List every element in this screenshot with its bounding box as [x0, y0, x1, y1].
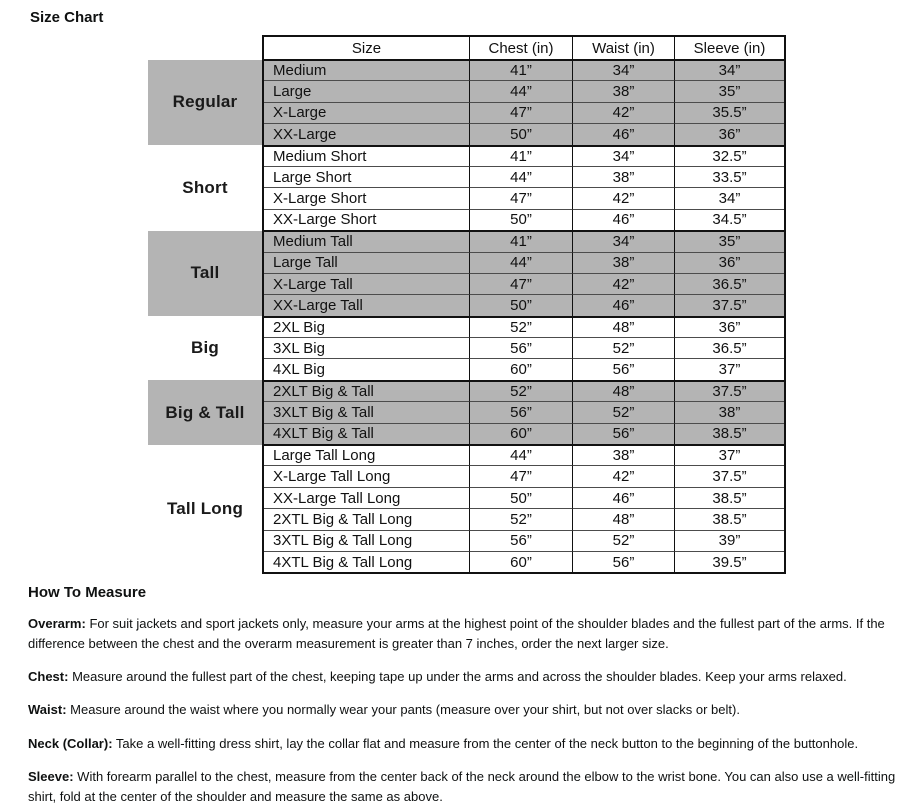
sleeve-cell: 38.5” — [674, 487, 784, 508]
sleeve-cell: 37.5” — [674, 380, 784, 401]
measure-term: Sleeve: — [28, 768, 74, 784]
measure-term: Waist: — [28, 702, 67, 718]
waist-cell: 46” — [572, 487, 674, 508]
waist-cell: 48” — [572, 380, 674, 401]
sleeve-cell: 38.5” — [674, 423, 784, 444]
size-cell: X-Large — [264, 102, 469, 123]
size-cell: 3XTL Big & Tall Long — [264, 530, 469, 551]
sleeve-cell: 39” — [674, 530, 784, 551]
chest-cell: 44” — [469, 444, 572, 465]
waist-cell: 56” — [572, 423, 674, 444]
sleeve-cell: 38” — [674, 401, 784, 422]
sleeve-cell: 38.5” — [674, 508, 784, 529]
waist-cell: 46” — [572, 294, 674, 315]
sleeve-cell: 37.5” — [674, 294, 784, 315]
measure-text: Measure around the fullest part of the chest, keeping tape up under the arms and across the shoulder blades. Keep your arms relaxed. — [72, 669, 847, 685]
measure-text: Take a well-fitting dress shirt, lay the collar flat and measure from the center of the neck button to the beginning of the buttonhole. — [115, 735, 859, 751]
chest-cell: 47” — [469, 102, 572, 123]
sleeve-cell: 37.5” — [674, 465, 784, 486]
chest-cell: 41” — [469, 230, 572, 251]
size-cell: XX-Large Tall Long — [264, 487, 469, 508]
how-to-measure-heading: How To Measure — [28, 584, 147, 601]
chest-cell: 56” — [469, 401, 572, 422]
sleeve-cell: 37” — [674, 358, 784, 379]
chest-cell: 50” — [469, 123, 572, 144]
waist-cell: 42” — [572, 465, 674, 486]
chest-cell: 60” — [469, 358, 572, 379]
size-cell: Large Tall Long — [264, 444, 469, 465]
measure-paragraph — [28, 767, 896, 805]
measure-paragraph — [28, 734, 896, 754]
size-cell: 2XLT Big & Tall — [264, 380, 469, 401]
chest-cell: 41” — [469, 145, 572, 166]
waist-cell: 46” — [572, 209, 674, 230]
sleeve-cell: 36” — [674, 252, 784, 273]
how-to-measure-section — [28, 584, 896, 805]
labels-header-spacer — [148, 35, 262, 60]
sleeve-cell: 36” — [674, 316, 784, 337]
size-cell: 3XLT Big & Tall — [264, 401, 469, 422]
size-cell: X-Large Short — [264, 187, 469, 208]
measure-text: With forearm parallel to the chest, measure from the center back of the neck around the elbow to the wrist bone. You can also use a well-fitting shirt, fold at the center of the shoulder and measure the same as above. — [28, 768, 896, 804]
waist-cell: 38” — [572, 80, 674, 101]
size-cell: X-Large Tall — [264, 273, 469, 294]
chest-cell: 44” — [469, 166, 572, 187]
sleeve-cell: 34.5” — [674, 209, 784, 230]
section-label-big: Big — [191, 338, 219, 358]
sleeve-cell: 35” — [674, 80, 784, 101]
measure-paragraph — [28, 700, 896, 720]
sleeve-cell: 35” — [674, 230, 784, 251]
chest-cell: 60” — [469, 423, 572, 444]
section-label-regular: Regular — [148, 60, 262, 146]
size-chart — [148, 35, 786, 574]
size-cell: Large Short — [264, 166, 469, 187]
sleeve-cell: 39.5” — [674, 551, 784, 572]
sleeve-cell: 37” — [674, 444, 784, 465]
size-cell: 2XL Big — [264, 316, 469, 337]
waist-cell: 52” — [572, 337, 674, 358]
chest-cell: 41” — [469, 59, 572, 80]
chest-cell: 50” — [469, 209, 572, 230]
column-header: Size — [351, 39, 382, 57]
waist-cell: 34” — [572, 230, 674, 251]
size-cell: 4XLT Big & Tall — [264, 423, 469, 444]
waist-cell: 42” — [572, 273, 674, 294]
waist-cell: 46” — [572, 123, 674, 144]
sleeve-cell: 32.5” — [674, 145, 784, 166]
size-cell: Medium Short — [264, 145, 469, 166]
waist-cell: 52” — [572, 401, 674, 422]
waist-cell: 56” — [572, 551, 674, 572]
measure-text: For suit jackets and sport jackets only, measure your arms at the highest point of the shoulder blades and the fullest part of the arms. If the difference between the chest and the overarm measurement is greater than 7 inches, order the next larger size. — [28, 616, 885, 652]
size-cell: X-Large Tall Long — [264, 465, 469, 486]
size-cell: Large — [264, 80, 469, 101]
size-cell: XX-Large Short — [264, 209, 469, 230]
waist-cell: 38” — [572, 444, 674, 465]
chest-cell: 56” — [469, 530, 572, 551]
chest-cell: 47” — [469, 273, 572, 294]
column-header: Sleeve (in) — [674, 37, 784, 59]
waist-cell: 38” — [572, 166, 674, 187]
page-title: Size Chart — [30, 9, 104, 26]
chest-cell: 47” — [469, 465, 572, 486]
section-label-short: Short — [182, 177, 228, 197]
waist-cell: 52” — [572, 530, 674, 551]
sleeve-cell: 34” — [674, 187, 784, 208]
how-to-measure-paragraphs — [28, 614, 896, 805]
chest-cell: 52” — [469, 508, 572, 529]
waist-cell: 42” — [572, 187, 674, 208]
measure-term: Neck (Collar): — [28, 735, 113, 751]
measure-term: Chest: — [28, 669, 69, 685]
section-label-big-tall: Big & Tall — [148, 380, 262, 444]
measure-paragraph — [28, 667, 896, 687]
waist-cell: 38” — [572, 252, 674, 273]
sleeve-cell: 35.5” — [674, 102, 784, 123]
waist-cell: 56” — [572, 358, 674, 379]
size-table — [262, 35, 786, 574]
sleeve-cell: 36.5” — [674, 337, 784, 358]
section-labels-column — [148, 35, 262, 573]
chest-cell: 44” — [469, 252, 572, 273]
measure-term: Overarm: — [28, 616, 86, 631]
waist-cell: 48” — [572, 316, 674, 337]
measure-paragraph — [28, 614, 896, 654]
size-cell: 3XL Big — [264, 337, 469, 358]
chest-cell: 50” — [469, 294, 572, 315]
size-cell: Medium — [264, 59, 469, 80]
section-label-tall-long: Tall Long — [166, 498, 244, 518]
sleeve-cell: 33.5” — [674, 166, 784, 187]
chest-cell: 44” — [469, 80, 572, 101]
size-cell: Medium Tall — [264, 230, 469, 251]
waist-cell: 48” — [572, 508, 674, 529]
size-cell: 4XL Big — [264, 358, 469, 379]
size-cell: XX-Large Tall — [264, 294, 469, 315]
size-cell: Large Tall — [264, 252, 469, 273]
chest-cell: 50” — [469, 487, 572, 508]
waist-cell: 42” — [572, 102, 674, 123]
chest-cell: 52” — [469, 380, 572, 401]
waist-cell: 34” — [572, 145, 674, 166]
waist-cell: 34” — [572, 59, 674, 80]
chest-cell: 52” — [469, 316, 572, 337]
size-cell: XX-Large — [264, 123, 469, 144]
column-header: Chest (in) — [469, 37, 572, 59]
section-label-tall: Tall — [148, 231, 262, 317]
size-cell: 4XTL Big & Tall Long — [264, 551, 469, 572]
size-cell: 2XTL Big & Tall Long — [264, 508, 469, 529]
sleeve-cell: 34” — [674, 59, 784, 80]
chest-cell: 60” — [469, 551, 572, 572]
chest-cell: 47” — [469, 187, 572, 208]
sleeve-cell: 36” — [674, 123, 784, 144]
measure-text: Measure around the waist where you normally wear your pants (measure over your shirt, but not over slacks or belt). — [70, 702, 740, 718]
sleeve-cell: 36.5” — [674, 273, 784, 294]
column-header: Waist (in) — [572, 37, 674, 59]
chest-cell: 56” — [469, 337, 572, 358]
